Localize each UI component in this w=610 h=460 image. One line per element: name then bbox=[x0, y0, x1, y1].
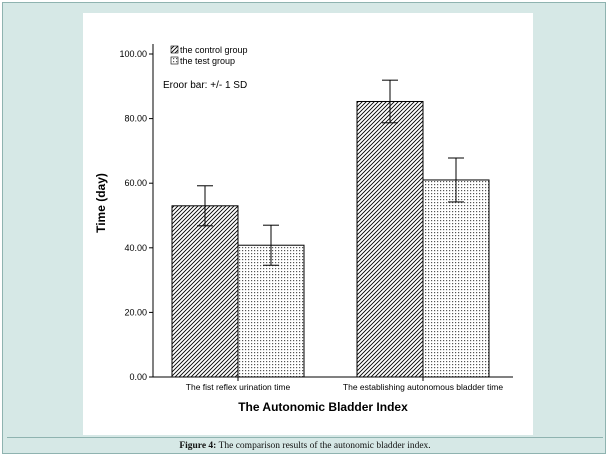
bar-control bbox=[172, 206, 238, 377]
y-tick-label: 60.00 bbox=[124, 178, 147, 189]
y-tick-label: 20.00 bbox=[124, 307, 147, 318]
y-tick-label: 100.00 bbox=[119, 49, 147, 59]
legend-label-control: the control group bbox=[180, 45, 248, 55]
bars bbox=[172, 101, 489, 377]
y-tick-label: 40.00 bbox=[124, 242, 147, 253]
x-tick-label: The establishing autonomous bladder time bbox=[342, 382, 504, 392]
legend-swatch-control bbox=[171, 46, 178, 53]
caption-text: The comparison results of the autonomic bladder index. bbox=[218, 441, 431, 451]
bar-test bbox=[423, 180, 489, 377]
figure-caption bbox=[7, 437, 603, 454]
bar-chart bbox=[83, 13, 533, 435]
legend-label-test: the test group bbox=[180, 56, 236, 66]
legend-swatch-test bbox=[171, 57, 178, 64]
figure-frame bbox=[2, 2, 606, 454]
y-tick-label: 80.00 bbox=[124, 113, 147, 124]
error-bar-annotation: Eroor bar: +/- 1 SD bbox=[163, 80, 248, 91]
legend bbox=[171, 45, 248, 66]
y-tick-label: 0.00 bbox=[129, 372, 147, 382]
caption-prefix: Figure 4: bbox=[179, 441, 217, 451]
plot-panel bbox=[83, 13, 533, 435]
y-axis-title: Time (day) bbox=[94, 173, 108, 233]
x-tick-label: The fist reflex urination time bbox=[185, 382, 291, 392]
bar-control bbox=[357, 101, 423, 377]
x-axis-title: The Autonomic Bladder Index bbox=[238, 400, 408, 414]
